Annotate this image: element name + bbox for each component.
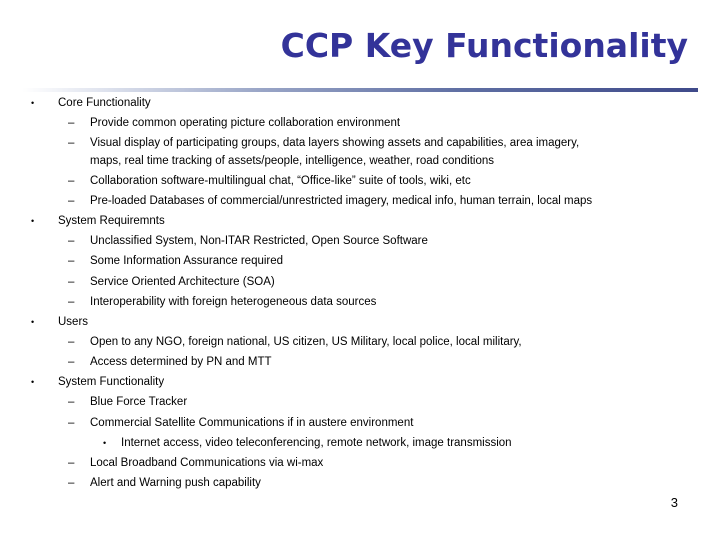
dash-icon: – (68, 175, 75, 187)
bullet-icon: • (31, 317, 35, 327)
dash-icon: – (68, 235, 75, 247)
bullet-icon: • (31, 377, 35, 387)
section-heading: Users (58, 316, 89, 328)
list-item: Alert and Warning push capability (90, 477, 261, 489)
bullet-icon: • (103, 438, 107, 448)
list-item: Visual display of participating groups, data layers showing assets and capabilities, area imagery, (90, 137, 580, 149)
dash-icon: – (68, 356, 75, 368)
section-heading: System Requiremnts (58, 215, 165, 227)
dash-icon: – (68, 296, 75, 308)
list-item: Collaboration software-multilingual chat, “Office-like” suite of tools, wiki, etc (90, 175, 471, 187)
dash-icon: – (68, 117, 75, 129)
dash-icon: – (68, 276, 75, 288)
section-heading: Core Functionality (58, 97, 151, 109)
list-item: Some Information Assurance required (90, 255, 284, 267)
list-item: Local Broadband Communications via wi-max (90, 457, 324, 469)
dash-icon: – (68, 255, 75, 267)
dash-icon: – (68, 396, 75, 408)
sub-list-item: Internet access, video teleconferencing, remote network, image transmission (121, 437, 512, 449)
list-item: Pre-loaded Databases of commercial/unrestricted imagery, medical info, human terrain, local maps (90, 195, 593, 207)
dash-icon: – (68, 417, 75, 429)
list-item: Access determined by PN and MTT (90, 356, 272, 368)
list-item: Open to any NGO, foreign national, US citizen, US Military, local police, local military, (90, 336, 522, 348)
dash-icon: – (68, 195, 75, 207)
bullet-icon: • (31, 98, 35, 108)
page-number: 3 (670, 495, 678, 510)
list-item: Commercial Satellite Communications if in austere environment (90, 417, 414, 429)
bullet-icon: • (31, 216, 35, 226)
list-item: Blue Force Tracker (90, 396, 188, 408)
list-item: Provide common operating picture collaboration environment (90, 117, 401, 129)
list-item: Unclassified System, Non-ITAR Restricted, Open Source Software (90, 235, 428, 247)
list-item-continuation: maps, real time tracking of assets/people, intelligence, weather, road conditions (90, 155, 494, 167)
dash-icon: – (68, 457, 75, 469)
list-item: Service Oriented Architecture (SOA) (90, 276, 275, 288)
list-item: Interoperability with foreign heterogeneous data sources (90, 296, 377, 308)
dash-icon: – (68, 336, 75, 348)
dash-icon: – (68, 137, 75, 149)
dash-icon: – (68, 477, 75, 489)
section-heading: System Functionality (58, 376, 165, 388)
page-title: CCP Key Functionality (280, 26, 688, 65)
